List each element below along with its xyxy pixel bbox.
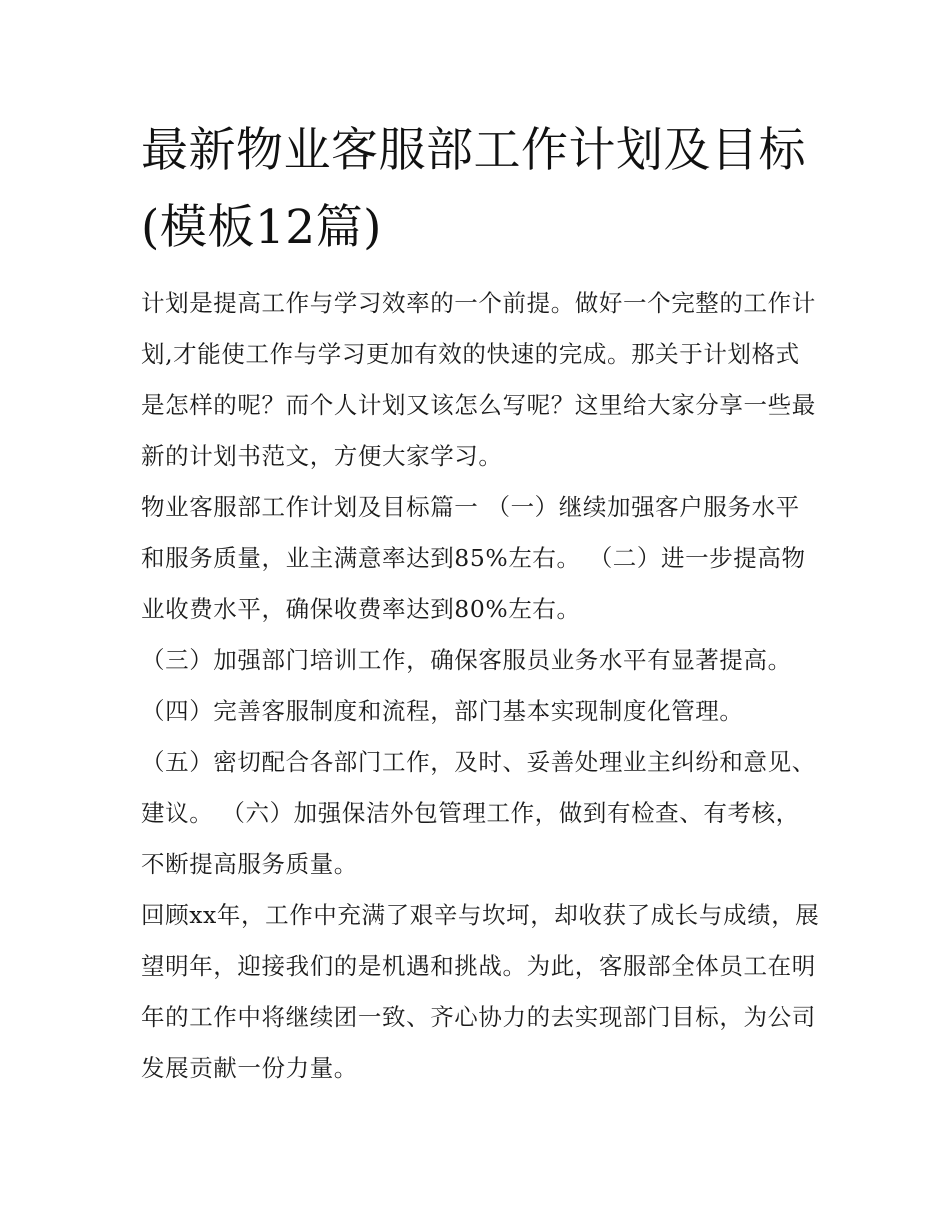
paragraph-review: 回顾xx年，工作中充满了艰辛与坎坷，却收获了成长与成绩，展望明年，迎接我们的是机遇和挑战。为此，客服部全体员工在明年的工作中将继续团一致、齐心协力的去实现部门目标，为公司发展贡献一份力量。 bbox=[141, 901, 820, 1082]
paragraph-part-one: 物业客服部工作计划及目标篇一 （一）继续加强客户服务水平和服务质量，业主满意率达到85%左右。 （二）进一步提高物业收费水平，确保收费率达到80%左右。 bbox=[141, 493, 806, 623]
paragraph-item-three: （三）加强部门培训工作，确保客服员业务水平有显著提高。 bbox=[141, 646, 792, 674]
paragraph-item-five-six: （五）密切配合各部门工作，及时、妥善处理业主纠纷和意见、建议。 （六）加强保洁外包管理工作，做到有检查、有考核，不断提高服务质量。 bbox=[141, 748, 816, 878]
paragraph-intro: 计划是提高工作与学习效率的一个前提。做好一个完整的工作计划,才能使工作与学习更加有效的快速的完成。那关于计划格式是怎样的呢？而个人计划又该怎么写呢？这里给大家分享一些最新的计划书范文，方便大家学习。 bbox=[141, 289, 816, 470]
paragraph-item-four: （四）完善客服制度和流程，部门基本实现制度化管理。 bbox=[141, 697, 744, 725]
document-title: 最新物业客服部工作计划及目标(模板12篇) bbox=[141, 123, 806, 255]
document-body bbox=[141, 278, 821, 1094]
